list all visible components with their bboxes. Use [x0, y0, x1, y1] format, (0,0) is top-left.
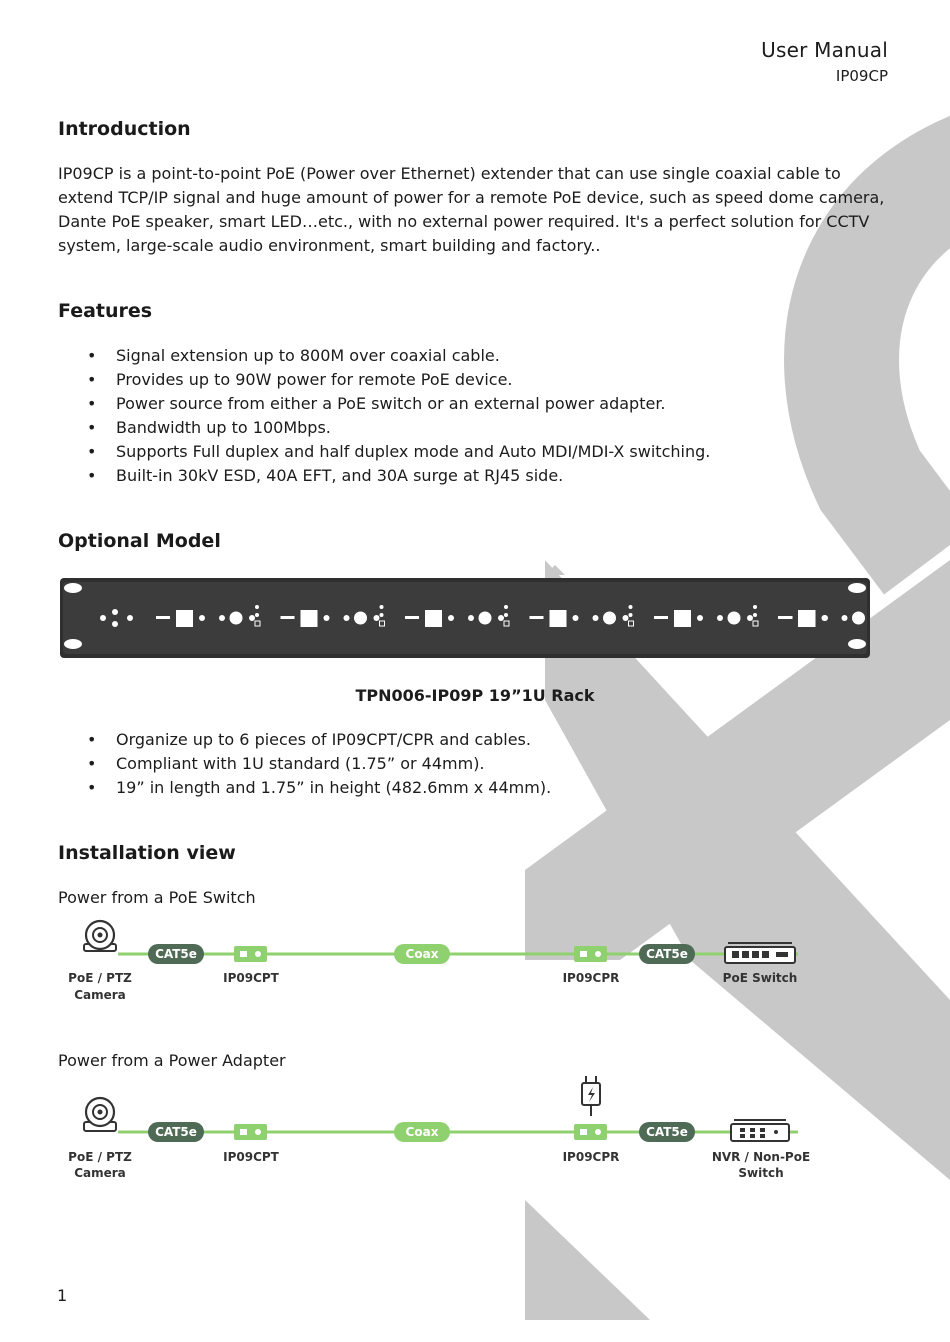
receiver-label: IP09CPR	[562, 1150, 620, 1164]
endpoint-label-line1: PoE Switch	[722, 971, 798, 985]
poe-switch-diagram-title: Power from a PoE Switch	[58, 888, 256, 907]
cat5e-left-label: CAT5e	[155, 947, 197, 961]
list-item: • Supports Full duplex and half duplex mode and Auto MDI/MDI-X switching.	[87, 442, 711, 461]
model-number: IP09CP	[835, 67, 888, 85]
transmitter-icon	[234, 946, 267, 962]
transmitter-label: IP09CPT	[223, 971, 279, 985]
list-item: • Compliant with 1U standard (1.75” or 44mm).	[87, 754, 485, 773]
list-item: • Organize up to 6 pieces of IP09CPT/CPR and cables.	[87, 730, 531, 749]
coax-label: Coax	[405, 947, 439, 961]
poe-switch-icon	[725, 943, 795, 963]
list-item: • Power source from either a PoE switch or an external power adapter.	[87, 394, 666, 413]
power-adapter-diagram-title: Power from a Power Adapter	[58, 1051, 286, 1070]
camera-label-line1: PoE / PTZ	[68, 971, 132, 985]
cat5e-right-label: CAT5e	[646, 947, 688, 961]
list-item: • Bandwidth up to 100Mbps.	[87, 418, 331, 437]
list-item: • Built-in 30kV ESD, 40A EFT, and 30A surge at RJ45 side.	[87, 466, 564, 485]
camera-label-line2: Camera	[74, 1166, 126, 1180]
receiver-icon	[574, 1124, 607, 1140]
manual-title: User Manual	[761, 38, 888, 62]
cat5e-right-label: CAT5e	[646, 1125, 688, 1139]
power-adapter-icon	[582, 1076, 600, 1116]
endpoint-label-line2: Switch	[738, 1166, 784, 1180]
rack-features-list	[58, 728, 551, 800]
camera-label-line2: Camera	[74, 988, 126, 1002]
transmitter-label: IP09CPT	[223, 1150, 279, 1164]
rack-panel-image	[60, 578, 870, 658]
camera-icon	[84, 1098, 116, 1131]
list-item: • Signal extension up to 800M over coaxial cable.	[87, 346, 500, 365]
coax-label: Coax	[405, 1125, 439, 1139]
cat5e-left-label: CAT5e	[155, 1125, 197, 1139]
list-item: • Provides up to 90W power for remote PoE device.	[87, 370, 513, 389]
introduction-text: IP09CP is a point-to-point PoE (Power over Ethernet) extender that can use single coaxial cable to extend TCP/IP signal and huge amount of power for a remote PoE device, such as speed dome camera, Dante PoE speaker, smart LED…etc., with no external power required. It's a perfect solution for CCTV system, large-scale audio environment, smart building and factory..	[58, 164, 885, 255]
introduction-heading: Introduction	[58, 118, 191, 140]
power-adapter-diagram	[58, 1072, 838, 1187]
nvr-switch-icon	[731, 1120, 789, 1141]
optional-model-heading: Optional Model	[58, 530, 221, 552]
transmitter-icon	[234, 1124, 267, 1140]
list-item: • 19” in length and 1.75” in height (482.6mm x 44mm).	[87, 778, 552, 797]
installation-heading: Installation view	[58, 842, 236, 864]
endpoint-label-line1: NVR / Non-PoE	[711, 1150, 811, 1164]
page-number: 1	[57, 1286, 68, 1305]
camera-label-line1: PoE / PTZ	[68, 1150, 132, 1164]
poe-switch-diagram	[58, 915, 838, 1010]
rack-caption: TPN006-IP09P 19”1U Rack	[355, 686, 595, 705]
receiver-icon	[574, 946, 607, 962]
camera-icon	[84, 921, 116, 951]
features-heading: Features	[58, 300, 153, 322]
receiver-label: IP09CPR	[562, 971, 620, 985]
features-list	[58, 344, 710, 488]
